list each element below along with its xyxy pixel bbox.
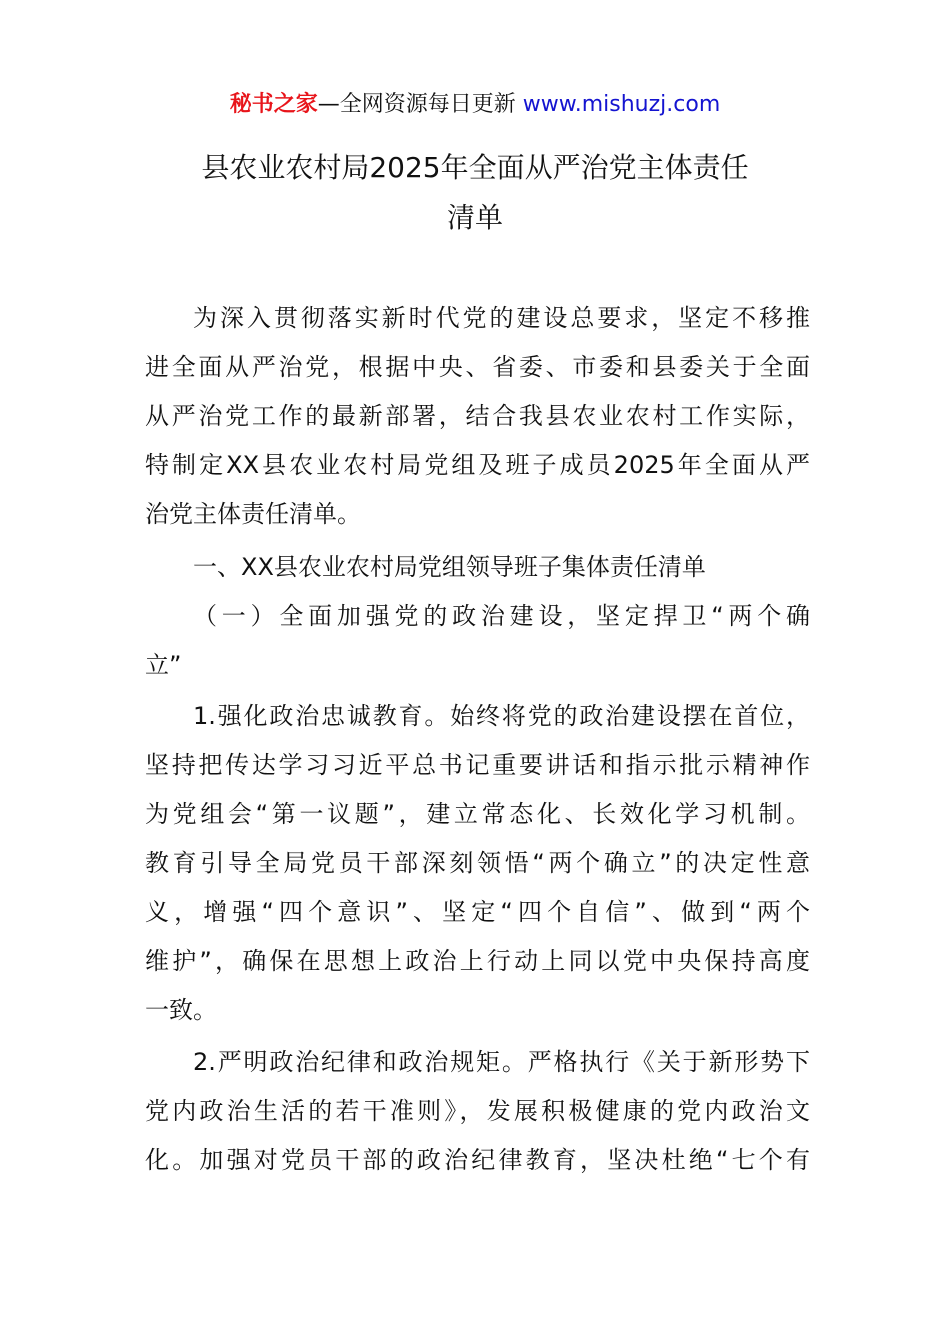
body-line: 党内政治生活的若干准则》，发展积极健康的党内政治文	[145, 1097, 810, 1125]
site-banner	[0, 88, 950, 122]
document-title-line-2: 清单	[446, 201, 503, 234]
body-line: 一致。	[145, 996, 217, 1024]
banner-tagline: —全网资源每日更新	[317, 92, 516, 117]
body-line: 从严治党工作的最新部署，结合我县农业农村工作实际，	[145, 402, 810, 430]
body-line: 特制定XX县农业农村局党组及班子成员2025年全面从严	[145, 451, 810, 479]
body-line: 义，增强“四个意识”、坚定“四个自信”、做到“两个	[145, 898, 810, 926]
body-line: 为党组会“第一议题”，建立常态化、长效化学习机制。	[145, 800, 810, 828]
body-line: 维护”，确保在思想上政治上行动上同以党中央保持高度	[145, 947, 810, 975]
subsection-heading: （一）全面加强党的政治建设，坚定捍卫“两个确	[193, 602, 810, 630]
body-line: 化。加强对党员干部的政治纪律教育，坚决杜绝“七个有	[145, 1146, 810, 1174]
body-line: 治党主体责任清单。	[145, 500, 361, 528]
brand-name: 秘书之家	[229, 92, 318, 117]
body-line: 为深入贯彻落实新时代党的建设总要求，坚定不移推	[193, 304, 810, 332]
body-line: 教育引导全局党员干部深刻领悟“两个确立”的决定性意	[145, 849, 810, 877]
site-url-link[interactable]: www.mishuzj.com	[522, 92, 721, 117]
body-line: 进全面从严治党，根据中央、省委、市委和县委关于全面	[145, 353, 810, 381]
body-line: 1.强化政治忠诚教育。始终将党的政治建设摆在首位，	[193, 702, 810, 730]
body-line: 2.严明政治纪律和政治规矩。严格执行《关于新形势下	[193, 1048, 810, 1076]
subsection-heading-cont: 立”	[145, 651, 182, 679]
section-heading: 一、XX县农业农村局党组领导班子集体责任清单	[193, 553, 706, 581]
document-title-line-1: 县农业农村局2025年全面从严治党主体责任	[201, 151, 749, 184]
body-line: 坚持把传达学习习近平总书记重要讲话和指示批示精神作	[145, 751, 810, 779]
